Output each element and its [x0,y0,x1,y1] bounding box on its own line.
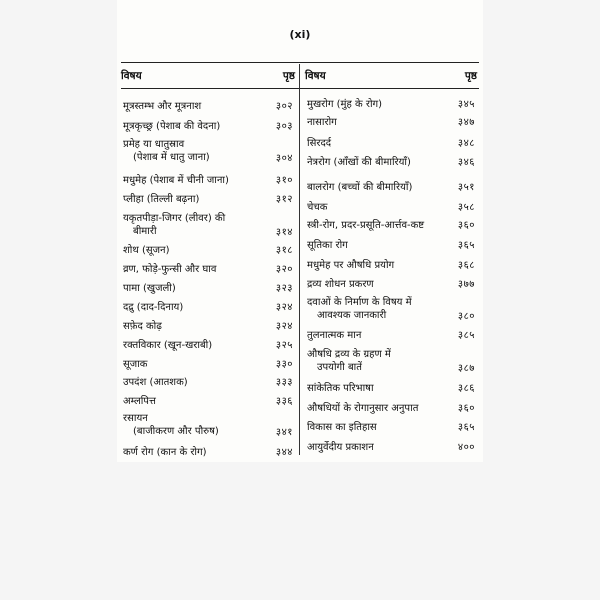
entry-topic [123,395,251,408]
entry-page-number: ३४४ [275,447,293,458]
entry-topic [307,382,433,395]
entry-page-number: ३२० [275,264,293,275]
top-rule [121,62,479,63]
entry-topic-line1: रसायन [123,413,148,424]
right-header-page: पृष्ठ [464,70,477,82]
entry-topic-line1: मूत्रस्तम्भ और मूत्रनाश [123,101,202,112]
index-entry [301,137,481,150]
entry-topic-line1: बालरोग (बच्चों की बीमारियाँ) [307,182,413,193]
entry-topic-line1: सांकेतिक परिभाषा [307,383,374,394]
entry-topic [307,137,433,150]
entry-topic [307,402,433,415]
entry-topic-line2: (पेशाब में धातु जाना) [133,152,210,163]
entry-topic [123,282,251,295]
entry-page-number: ३४६ [457,157,475,168]
entry-topic-line1: अम्लपित्त [123,396,156,407]
entry-topic [123,263,251,276]
entry-page-number: ३५८ [457,202,475,213]
entry-page-number: ३४१ [275,427,293,438]
entry-page-number: ३०३ [275,121,293,132]
entry-topic-line1: सूतिका रोग [307,240,348,251]
entry-page-number: ३६० [457,403,475,414]
index-entry [117,120,299,133]
entry-topic-line1: दद्रु (दाद-दिनाय) [123,302,184,313]
entry-topic-line1: दवाओं के निर्माण के विषय में [307,297,412,308]
left-header-topic: विषय [121,70,142,82]
index-entry [301,181,481,194]
entry-topic [307,278,433,291]
entry-page-number: ३२४ [275,302,293,313]
entry-topic-line1: सिरदर्द [307,138,332,149]
index-entry [301,421,481,434]
entry-topic-line1: नासारोग [307,117,337,128]
entry-topic [123,174,251,187]
entry-topic-line1: नेत्ररोग (आँखों की बीमारियाँ) [307,157,411,168]
entry-topic-line1: सूजाक [123,359,148,370]
index-entry [117,263,299,276]
entry-topic-line2: आवश्यक जानकारी [317,310,387,321]
entry-topic [123,358,251,371]
index-entry [301,239,481,252]
entry-topic [123,301,251,314]
entry-topic [123,100,251,113]
entry-page-number: ३२४ [275,321,293,332]
entry-topic-line2: (बाजीकरण और पौरुष) [133,426,219,437]
header-rule [121,88,479,89]
index-entry [117,282,299,295]
entry-topic-line1: औषधि द्रव्य के ग्रहण में [307,349,391,360]
index-entry [301,98,481,111]
entry-topic-line1: मधुमेह पर औषधि प्रयोग [307,260,395,271]
left-column [117,64,299,458]
entry-page-number: ३२५ [275,340,293,351]
index-entry [117,395,299,408]
column-divider [299,64,300,455]
entry-page-number: ३०४ [275,153,293,164]
entry-topic [307,441,433,454]
entry-topic-line1: उपदंश (आतशक) [123,377,188,388]
entry-topic-line1: रक्तविकार (खून-खराबी) [123,340,213,351]
entry-topic-line1: कर्ण रोग (कान के रोग) [123,447,207,458]
entry-page-number: ३१४ [275,227,293,238]
entry-page-number: ३४८ [457,138,475,149]
entry-topic [307,98,433,111]
index-entry [117,193,299,206]
right-column [301,64,481,453]
entry-topic-line1: शोथ (सूजन) [123,245,170,256]
entry-topic-line2: उपयोगी बातें [317,362,362,373]
entry-page-number: ३१२ [275,194,293,205]
entry-topic [307,181,433,194]
index-entry [117,412,299,439]
entry-page-number: ३६८ [457,260,475,271]
entry-topic [123,244,251,257]
index-entry [117,244,299,257]
entry-topic-line1: स्त्री-रोग, प्रदर-प्रसूति-आर्त्तव-कष्ट [307,220,425,231]
index-entry [301,116,481,129]
page-number: (xi) [289,28,311,41]
index-entry [301,348,481,375]
index-entry [301,156,481,169]
left-header [117,64,299,88]
entry-page-number: ४०० [457,442,475,453]
entry-page-number: ३३० [275,359,293,370]
entry-topic-line1: प्रमेह या धातुस्राव [123,139,185,150]
entry-page-number: ३७७ [457,279,475,290]
index-entry [117,320,299,333]
index-entry [117,212,299,239]
index-page [117,0,483,462]
entry-topic [307,201,433,214]
entry-topic-line1: तुलनात्मक मान [307,330,362,341]
index-entry [301,219,481,232]
right-header [301,64,481,88]
entry-topic [307,421,433,434]
index-entry [117,100,299,113]
entry-page-number: ३८६ [457,383,475,394]
entry-topic [123,446,251,459]
entry-topic [123,412,251,438]
entry-topic-line1: चेचक [307,202,328,213]
index-entry [301,278,481,291]
index-entry [301,402,481,415]
entry-topic-line1: मधुमेह (पेशाब में चीनी जाना) [123,175,229,186]
entry-topic-line1: मुखरोग (मुंह के रोग) [307,99,383,110]
entry-topic [123,120,251,133]
index-entry [117,301,299,314]
entry-topic [307,219,433,232]
entry-page-number: ३८५ [457,330,475,341]
entry-topic-line1: प्लीहा (तिल्ली बढ़ना) [123,194,200,205]
index-entry [301,441,481,454]
entry-page-number: ३६० [457,220,475,231]
entry-topic [307,329,433,342]
entry-page-number: ३५१ [457,182,475,193]
entry-page-number: ३४७ [457,117,475,128]
entry-topic-line1: पामा (खुजली) [123,283,176,294]
index-entry [117,174,299,187]
entry-topic [123,339,251,352]
entry-topic-line2: बीमारी [133,226,157,237]
entry-topic [307,348,433,374]
entry-topic-line1: औषधियों के रोगानुसार अनुपात [307,403,419,414]
entry-topic-line1: सफ़ेद कोढ़ [123,321,162,332]
index-entry [301,329,481,342]
index-entry [117,358,299,371]
entry-topic [123,320,251,333]
entry-page-number: ३६५ [457,422,475,433]
left-header-page: पृष्ठ [282,70,295,82]
entry-page-number: ३६५ [457,240,475,251]
entry-page-number: ३२३ [275,283,293,294]
entry-page-number: ३३३ [275,377,293,388]
index-entry [117,446,299,459]
entry-topic [307,156,433,169]
entry-page-number: ३४५ [457,99,475,110]
index-entry [301,259,481,272]
entry-topic-line1: व्रण, फोड़े-फुन्सी और घाव [123,264,217,275]
entry-topic [123,138,251,164]
index-entry [301,382,481,395]
index-entry [117,138,299,165]
entry-topic [123,212,251,238]
entry-topic-line1: मूत्रकृच्छ्र (पेशाब की वेदना) [123,121,221,132]
entry-topic [307,296,433,322]
index-entry [117,376,299,389]
entry-topic-line1: विकास का इतिहास [307,422,377,433]
entry-topic-line1: आयुर्वेदीय प्रकाशन [307,442,374,453]
entry-topic [123,193,251,206]
entry-page-number: ३८० [457,311,475,322]
entry-page-number: ३३६ [275,396,293,407]
entry-page-number: ३१८ [275,245,293,256]
entry-topic-line1: यकृतपीड़ा-जिगर (लीवर) की [123,213,226,224]
entry-page-number: ३१० [275,175,293,186]
index-entry [301,296,481,323]
entry-topic [123,376,251,389]
right-header-topic: विषय [305,70,326,82]
entry-topic [307,259,433,272]
entry-page-number: ३०२ [275,101,293,112]
entry-topic-line1: द्रव्य शोधन प्रकरण [307,279,374,290]
entry-topic [307,116,433,129]
index-entry [117,339,299,352]
index-entry [301,201,481,214]
entry-topic [307,239,433,252]
entry-page-number: ३८७ [457,363,475,374]
